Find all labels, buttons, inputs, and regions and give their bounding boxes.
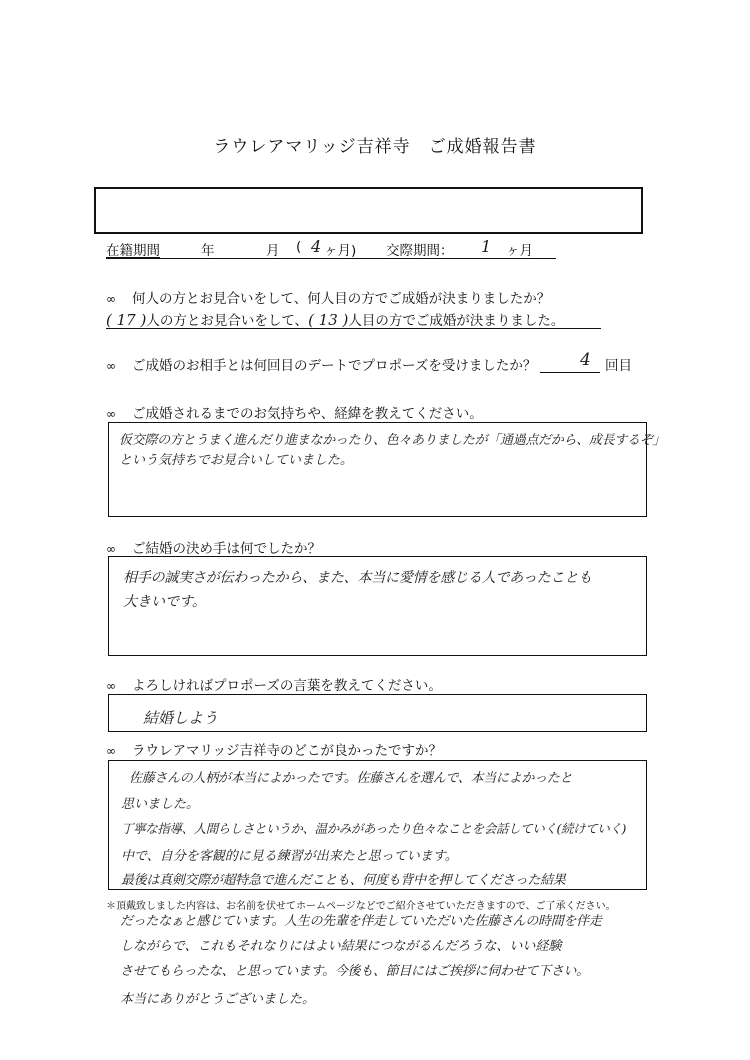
footer-line-4: 本当にありがとうございました。 bbox=[120, 992, 316, 1007]
q6-line-1: 佐藤さんの人柄が本当によかったです。佐藤さんを選んで、本当によかったと bbox=[129, 771, 573, 786]
q6-line-4: 中で、自分を客観的に見る練習が出来たと思っています。 bbox=[121, 849, 458, 864]
months-suffix: ヶ月) bbox=[324, 243, 357, 259]
ribbon-icon: ∞ bbox=[106, 359, 116, 373]
q6-question bbox=[106, 739, 442, 759]
q4-question-text: ご結婚の決め手は何でしたか？ bbox=[132, 541, 321, 557]
q2-question bbox=[106, 354, 536, 374]
q2-value: 4 bbox=[580, 350, 591, 370]
q2-unit: 回目 bbox=[605, 358, 632, 374]
footer-note: ＊頂戴致しました内容は、お名前を伏せてホームページなどでご紹介させていただきますので、ご了承ください。 bbox=[106, 901, 616, 912]
q1-question bbox=[106, 287, 550, 307]
q3-question bbox=[106, 402, 483, 422]
q1-question-text: 何人の方とお見合いをして、何人目の方でご成婚が決まりましたか？ bbox=[132, 291, 551, 307]
months-prefix: ( bbox=[296, 239, 302, 255]
footer-line-2: しながらで、これもそれなりにはよい結果につながるんだろうな、いい経験 bbox=[120, 939, 562, 954]
q1-answer bbox=[106, 309, 564, 329]
q1-underline bbox=[106, 328, 601, 329]
q1-text2: 人目の方でご成婚が決まりました。 bbox=[348, 313, 565, 329]
q1-count1: ( 17 ) bbox=[106, 311, 147, 329]
q5-question-text: よろしければプロポーズの言葉を教えてください。 bbox=[132, 678, 442, 694]
ribbon-icon: ∞ bbox=[106, 744, 116, 758]
q3-line-1: 仮交際の方とうまく進んだり進まなかったり、色々ありましたが「通過点だから、成長するぞ」 bbox=[119, 433, 666, 448]
q6-line-5: 最後は真剣交際が超特急で進んだことも、何度も背中を押してくださった結果 bbox=[121, 873, 566, 888]
ribbon-icon: ∞ bbox=[106, 292, 116, 306]
q4-line-1: 相手の誠実さが伝わったから、また、本当に愛情を感じる人であったことも bbox=[123, 570, 592, 586]
ribbon-icon: ∞ bbox=[106, 542, 116, 556]
page-title: ラウレアマリッジ吉祥寺 ご成婚報告書 bbox=[213, 137, 537, 157]
q2-underline bbox=[540, 372, 600, 373]
q4-question bbox=[106, 537, 321, 557]
exchange-suffix: ヶ月 bbox=[506, 243, 533, 259]
q6-line-3: 丁寧な指導、人間らしさというか、温かみがあったり色々なことを会話していく(続けていく) bbox=[121, 821, 626, 836]
year-label: 年 bbox=[201, 243, 215, 259]
footer-line-3: させてもらったな、と思っています。今後も、節目にはご挨拶に伺わせて下さい。 bbox=[120, 964, 589, 979]
q4-line-2: 大きいです。 bbox=[123, 594, 206, 610]
exchange-value: 1 bbox=[481, 237, 492, 256]
q3-answer-box bbox=[108, 422, 666, 517]
q6-question-text: ラウレアマリッジ吉祥寺のどこが良かったですか？ bbox=[132, 743, 442, 759]
period-label: 在籍期間 bbox=[106, 239, 160, 258]
ribbon-icon: ∞ bbox=[106, 679, 116, 693]
q3-question-text: ご成婚されるまでのお気持ちや、経緯を教えてください。 bbox=[132, 406, 483, 422]
name-box bbox=[94, 187, 643, 234]
period-row bbox=[106, 239, 556, 259]
q5-question bbox=[106, 674, 442, 694]
q4-answer-box bbox=[108, 556, 647, 656]
q6-line-2: 思いました。 bbox=[121, 797, 200, 812]
month-label: 月 bbox=[266, 243, 280, 259]
ribbon-icon: ∞ bbox=[106, 407, 116, 421]
q3-line-2: という気持ちでお見合いしていました。 bbox=[119, 453, 353, 468]
q5-answer: 結婚しよう bbox=[143, 709, 219, 727]
q5-answer-box bbox=[108, 694, 647, 732]
months-value: 4 bbox=[311, 237, 322, 256]
q1-text1: 人の方とお見合いをして、 bbox=[146, 313, 309, 329]
exchange-label: 交際期間： bbox=[386, 243, 454, 259]
q6-answer-box bbox=[108, 760, 647, 890]
q1-count2: ( 13 ) bbox=[308, 311, 349, 329]
footer-line-1: だったなぁと感じています。人生の先輩を伴走していただいた佐藤さんの時間を伴走 bbox=[120, 914, 602, 929]
period-underline bbox=[106, 258, 556, 259]
q2-question-text: ご成婚のお相手とは何回目のデートでプロポーズを受けましたか？ bbox=[132, 358, 537, 374]
